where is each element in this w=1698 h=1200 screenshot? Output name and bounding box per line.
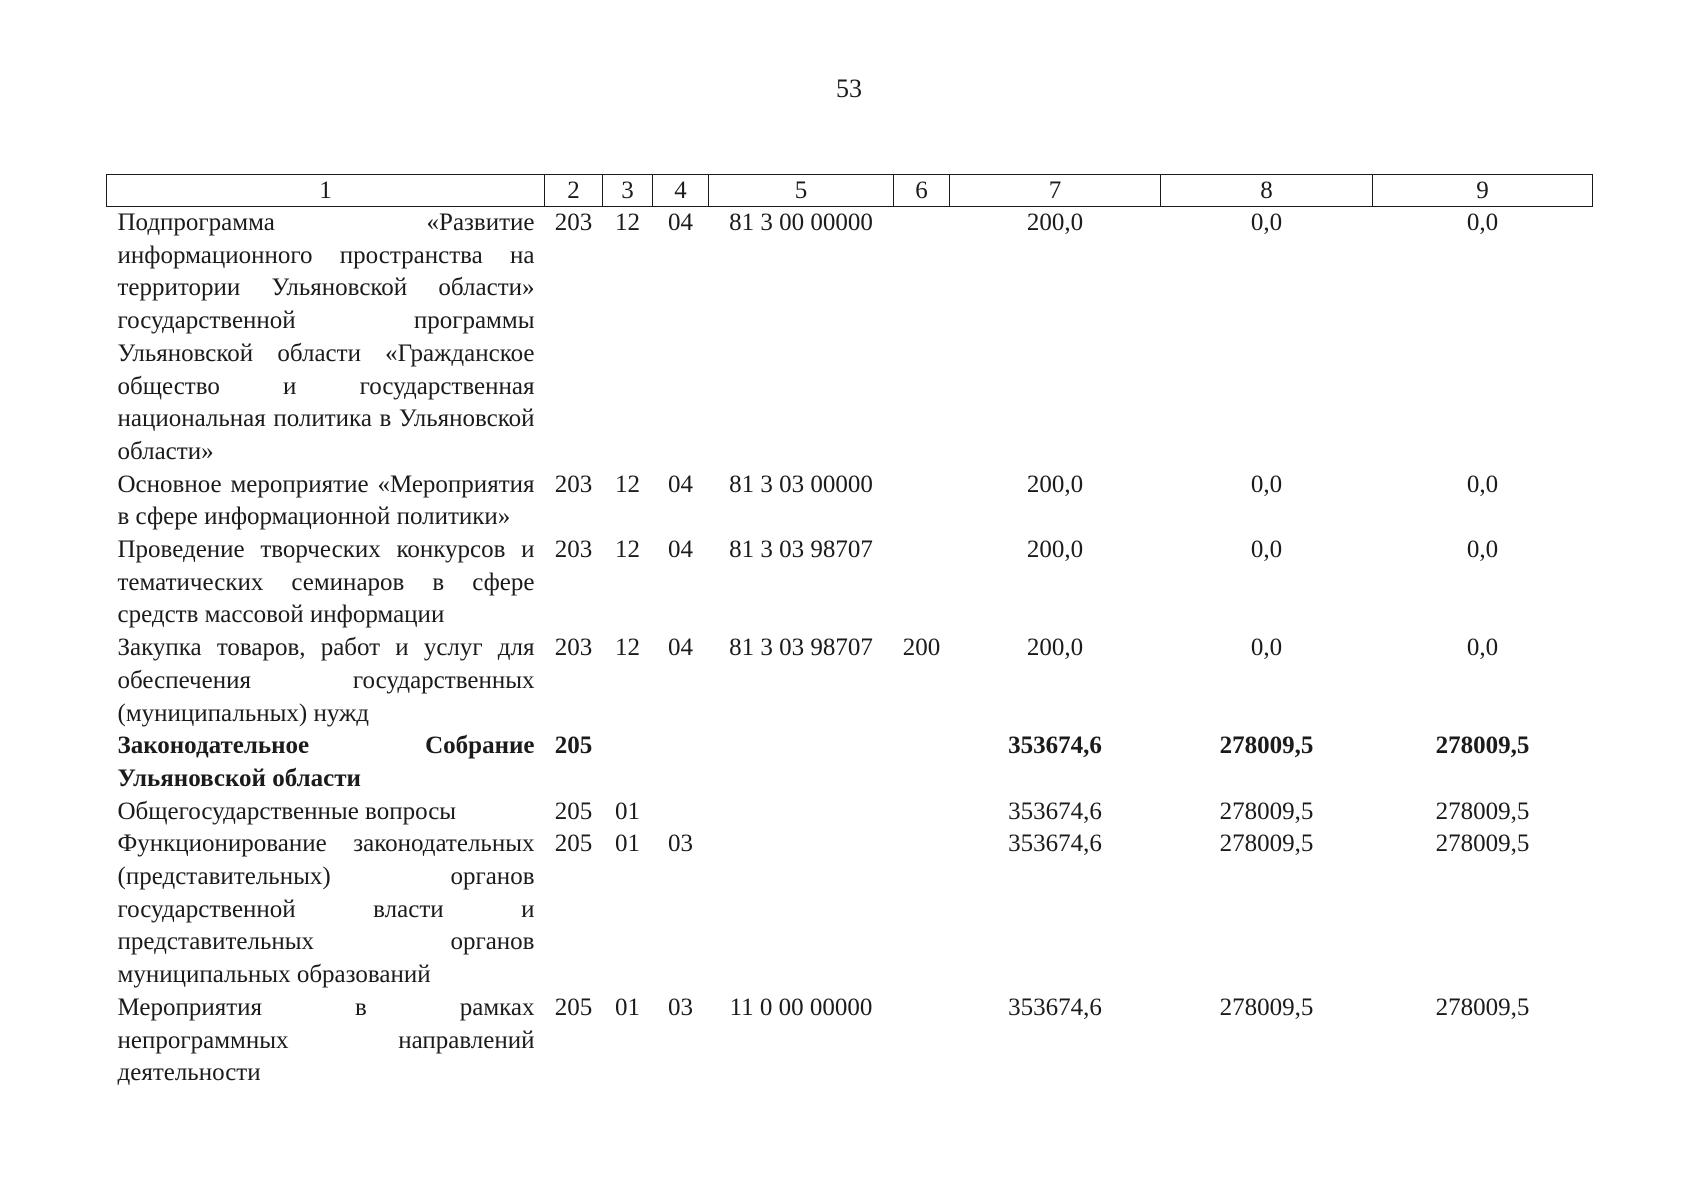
- amount-col-8: 278009,5: [1219, 797, 1314, 825]
- row-name: Законодательное Собрание Ульяновской области: [117, 732, 535, 792]
- header-cell-5: 5: [709, 175, 894, 207]
- header-cell-1: 1: [107, 175, 545, 207]
- amount-col-9: 0,0: [1466, 536, 1499, 564]
- target-article: [709, 796, 894, 829]
- section-code: 12: [615, 634, 640, 662]
- admin-code: 205: [554, 732, 593, 760]
- page-number: 53: [836, 74, 862, 103]
- target-article: [709, 730, 894, 795]
- section-code: 12: [615, 536, 640, 564]
- table-row: [107, 828, 1593, 992]
- header-cell-8: 8: [1161, 175, 1373, 207]
- admin-code: 203: [554, 209, 593, 236]
- header-cell-2: 2: [545, 175, 603, 207]
- amount-col-7: 353674,6: [1008, 993, 1102, 1021]
- expense-type: [894, 207, 950, 469]
- table-row: [107, 632, 1593, 730]
- expense-type: [894, 828, 950, 992]
- header-row: [107, 175, 1593, 207]
- row-name: Общегосударственные вопросы: [117, 797, 457, 825]
- subsection-code: 03: [668, 993, 693, 1021]
- table-header: [107, 175, 1593, 207]
- amount-col-9: 278009,5: [1435, 797, 1530, 825]
- subsection-code: 04: [668, 536, 693, 564]
- row-name: Функционирование законодательных (представительных) органов государственной власти и представительных органов муниципальных образований: [117, 830, 535, 989]
- subsection-code: 04: [668, 209, 693, 236]
- header-cell-4: 4: [653, 175, 709, 207]
- amount-col-9: 278009,5: [1435, 732, 1530, 760]
- admin-code: 203: [554, 634, 593, 662]
- expense-type: 200: [902, 634, 941, 662]
- amount-col-9: 278009,5: [1435, 830, 1530, 858]
- row-name: Подпрограмма «Развитие информационного пространства на территории Ульяновской области» государственной программы Ульяновской области «Гражданское общество и государственная национальная политика в Ульяновской области»: [117, 209, 535, 465]
- amount-col-7: 200,0: [1026, 209, 1084, 236]
- subsection-code: 03: [668, 830, 693, 858]
- amount-col-8: 0,0: [1250, 470, 1283, 498]
- table-row: [107, 534, 1593, 632]
- amount-col-9: 0,0: [1466, 209, 1499, 236]
- amount-col-9: 0,0: [1466, 470, 1499, 498]
- expense-type: [894, 796, 950, 829]
- table-row: [107, 730, 1593, 795]
- amount-col-7: 200,0: [1026, 470, 1084, 498]
- section-code: 01: [615, 830, 640, 858]
- amount-col-8: 278009,5: [1219, 830, 1314, 858]
- target-article: 81 3 03 00000: [729, 470, 873, 498]
- amount-col-7: 353674,6: [1008, 797, 1102, 825]
- expense-type: [894, 730, 950, 795]
- table-row: [107, 796, 1593, 829]
- section-code: 12: [615, 470, 640, 498]
- amount-col-8: 278009,5: [1219, 732, 1314, 760]
- header-cell-3: 3: [603, 175, 653, 207]
- subsection-code: 04: [668, 634, 693, 662]
- table-row: [107, 207, 1593, 469]
- admin-code: 205: [554, 993, 593, 1021]
- amount-col-9: 0,0: [1466, 634, 1499, 662]
- target-article: 81 3 03 98707: [729, 634, 873, 662]
- expense-type: [894, 992, 950, 1090]
- amount-col-7: 353674,6: [1008, 732, 1102, 760]
- target-article: [709, 828, 894, 992]
- section-code: [603, 730, 653, 795]
- section-code: 12: [615, 209, 640, 236]
- table-body: [107, 207, 1593, 1090]
- amount-col-7: 200,0: [1026, 536, 1084, 564]
- row-name: Основное мероприятие «Мероприятия в сфере информационной политики»: [117, 470, 535, 531]
- header-cell-9: 9: [1373, 175, 1593, 207]
- amount-col-9: 278009,5: [1435, 993, 1530, 1021]
- amount-col-8: 278009,5: [1219, 993, 1314, 1021]
- row-name: Закупка товаров, работ и услуг для обеспечения государственных (муниципальных) нужд: [117, 634, 535, 727]
- amount-col-8: 0,0: [1250, 536, 1283, 564]
- section-code: 01: [615, 993, 640, 1021]
- admin-code: 205: [554, 830, 593, 858]
- subsection-code: [653, 796, 709, 829]
- target-article: 81 3 03 98707: [729, 536, 873, 564]
- subsection-code: 04: [668, 470, 693, 498]
- table-row: [107, 469, 1593, 534]
- amount-col-8: 0,0: [1250, 634, 1283, 662]
- subsection-code: [653, 730, 709, 795]
- expense-type: [894, 469, 950, 534]
- budget-table: [106, 174, 1593, 1090]
- admin-code: 205: [554, 797, 593, 825]
- amount-col-7: 200,0: [1026, 634, 1084, 662]
- target-article: 81 3 00 00000: [729, 209, 873, 236]
- expense-type: [894, 534, 950, 632]
- amount-col-7: 353674,6: [1008, 830, 1102, 858]
- amount-col-8: 0,0: [1250, 209, 1283, 236]
- target-article: 11 0 00 00000: [729, 993, 873, 1021]
- table-row: [107, 992, 1593, 1090]
- row-name: Проведение творческих конкурсов и тематических семинаров в сфере средств массовой информации: [117, 536, 535, 629]
- header-cell-7: 7: [950, 175, 1161, 207]
- section-code: 01: [615, 797, 640, 825]
- row-name: Мероприятия в рамках непрограммных направлений деятельности: [117, 993, 535, 1087]
- admin-code: 203: [554, 536, 593, 564]
- header-cell-6: 6: [894, 175, 950, 207]
- admin-code: 203: [554, 470, 593, 498]
